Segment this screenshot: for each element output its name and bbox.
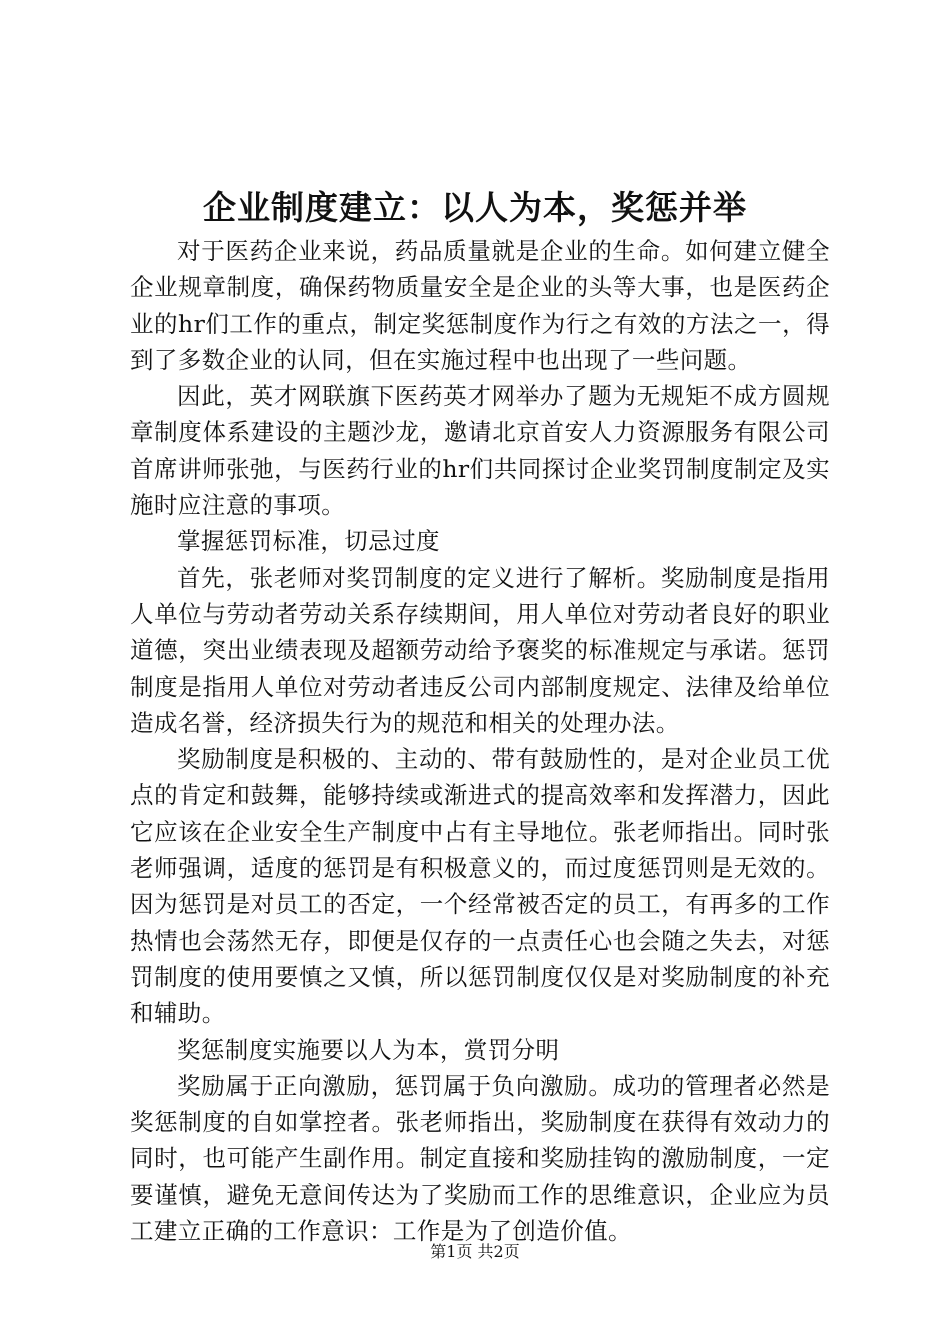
document-body: [130, 233, 830, 1249]
section-heading-people-oriented: 奖惩制度实施要以人为本，赏罚分明: [177, 1035, 560, 1064]
paragraph-salon: 因此，英才网联旗下医药英才网举办了题为无规矩不成方圆规章制度体系建设的主题沙龙，邀请北京首安人力资源服务有限公司首席讲师张弛，与医药行业的hr们共同探讨企业奖罚制度制定及实施时应注意的事项。: [130, 382, 830, 520]
paragraph-reward-system: 奖励制度是积极的、主动的、带有鼓励性的，是对企业员工优点的肯定和鼓舞，能够持续或渐进式的提高效率和发挥潜力，因此它应该在企业安全生产制度中占有主导地位。张老师指出。同时张老师强调，适度的惩罚是有积极意义的，而过度惩罚则是无效的。因为惩罚是对员工的否定，一个经常被否定的员工，有再多的工作热情也会荡然无存，即便是仅存的一点责任心也会随之失去，对惩罚制度的使用要慎之又慎，所以惩罚制度仅仅是对奖励制度的补充和辅助。: [130, 745, 830, 1028]
section-heading-punishment: 掌握惩罚标准，切忌过度: [177, 527, 440, 556]
paragraph-intro: 对于医药企业来说，药品质量就是企业的生命。如何建立健全企业规章制度，确保药物质量安全是企业的头等大事，也是医药企业的hr们工作的重点，制定奖惩制度作为行之有效的方法之一，得到了多数企业的认同，但在实施过程中也出现了一些问题。: [130, 237, 830, 374]
document-title: 企业制度建立：以人为本，奖惩并举: [203, 188, 747, 227]
page-number-footer: 第1页 共2页: [430, 1242, 520, 1261]
paragraph-incentive: 奖励属于正向激励，惩罚属于负向激励。成功的管理者必然是奖惩制度的自如掌控者。张老师指出，奖励制度在获得有效动力的同时，也可能产生副作用。制定直接和奖励挂钩的激励制度，一定要谨慎，避免无意间传达为了奖励而工作的思维意识，企业应为员工建立正确的工作意识：工作是为了创造价值。: [130, 1071, 830, 1246]
paragraph-definition: 首先，张老师对奖罚制度的定义进行了解析。奖励制度是指用人单位与劳动者劳动关系存续期间，用人单位对劳动者良好的职业道德，突出业绩表现及超额劳动给予褒奖的标准规定与承诺。惩罚制度是指用人单位对劳动者违反公司内部制度规定、法律及给单位造成名誉，经济损失行为的规范和相关的处理办法。: [130, 563, 830, 737]
